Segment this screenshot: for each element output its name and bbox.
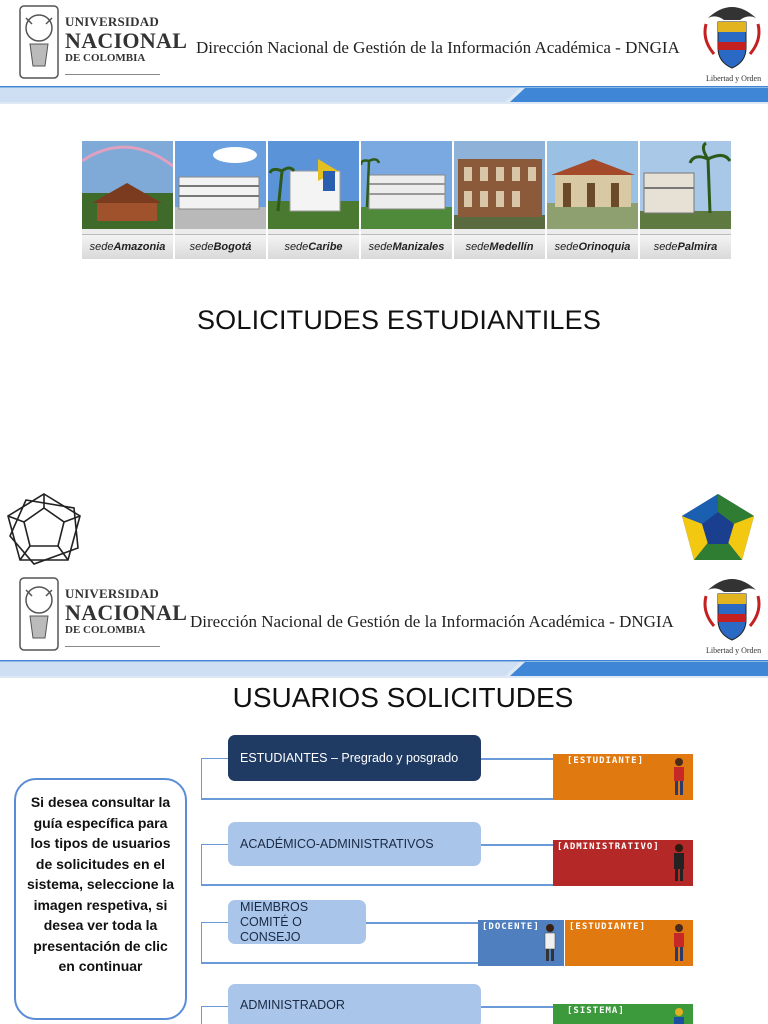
campus-prefix: sede (554, 241, 579, 253)
connector-bracket (201, 844, 229, 886)
logo-line-1: UNIVERSIDAD (65, 586, 159, 601)
campus-manizales[interactable] (361, 141, 452, 256)
student-figure-icon (671, 757, 687, 797)
campus-prefix: sede (368, 241, 393, 253)
shield-caption: Libertad y Orden (706, 74, 762, 83)
campus-photo-medellin (454, 141, 545, 229)
logo-line-2: NACIONAL (65, 28, 188, 53)
university-logo (8, 574, 188, 654)
header-band (0, 660, 768, 678)
user-type-estudiantes[interactable]: ESTUDIANTES – Pregrado y posgrado (228, 735, 481, 781)
logo-line-2: NACIONAL (65, 600, 188, 625)
connector-line (481, 1006, 553, 1008)
connector-line (366, 922, 478, 924)
badge-label: [DOCENTE] (482, 922, 540, 932)
slide-2 (0, 572, 768, 1024)
connector-bracket (201, 922, 229, 964)
campus-amazonia[interactable] (82, 141, 173, 256)
university-logo (8, 2, 188, 82)
connector-line (201, 884, 553, 886)
info-callout: Si desea consultar la guía específica para los tipos de usuarios de solicitudes en el sistema, seleccione la imagen respetiva, si desea ver toda la presentación de clic en continuar (14, 778, 187, 1020)
header-band (0, 86, 768, 104)
campus-bogota[interactable] (175, 141, 266, 256)
campus-photo-caribe (268, 141, 359, 229)
campus-photo-orinoquia (547, 141, 638, 229)
logo-divider (65, 646, 160, 647)
teacher-figure-icon (542, 923, 558, 963)
campus-prefix: sede (189, 241, 214, 253)
campus-photo-manizales (361, 141, 452, 229)
slide-2-title: USUARIOS SOLICITUDES (232, 682, 574, 713)
campus-orinoquia[interactable] (547, 141, 638, 256)
header-title: Dirección Nacional de Gestión de la Información Académica - DNGIA (190, 612, 674, 631)
campus-caribe[interactable] (268, 141, 359, 256)
slide-1-title: SOLICITUDES ESTUDIANTILES (196, 305, 602, 335)
connector-line (201, 798, 553, 800)
campus-prefix: sede (284, 241, 309, 253)
logo-line-3: DE COLOMBIA (65, 52, 146, 64)
campus-name: Amazonia (113, 241, 166, 253)
badge-administrativo[interactable] (553, 840, 693, 886)
campus-name: Medellín (489, 241, 534, 253)
badge-sistema[interactable] (553, 1004, 693, 1024)
badge-label: [ESTUDIANTE] (567, 756, 645, 766)
campus-photo-palmira (640, 141, 731, 229)
system-figure-icon (671, 1007, 687, 1024)
campus-strip (82, 141, 732, 256)
campus-photo-amazonia (82, 141, 173, 229)
user-type-administrador[interactable]: ADMINISTRADOR (228, 984, 481, 1024)
connector-line (481, 758, 553, 760)
logo-line-1: UNIVERSIDAD (65, 14, 159, 29)
campus-name: Orinoquia (578, 241, 631, 253)
connector-line (201, 962, 478, 964)
campus-prefix: sede (653, 241, 678, 253)
badge-label: [ESTUDIANTE] (569, 922, 647, 932)
badge-docente[interactable] (478, 920, 564, 966)
header (0, 0, 768, 90)
campus-name: Caribe (308, 241, 343, 253)
university-seal-icon (18, 576, 60, 652)
university-seal-icon (18, 4, 60, 80)
logo-line-3: DE COLOMBIA (65, 624, 146, 636)
badge-estudiante[interactable] (565, 920, 693, 966)
campus-prefix: sede (465, 241, 490, 253)
user-type-miembros-comite[interactable]: MIEMBROS COMITÉ O CONSEJO (228, 900, 366, 944)
header (0, 572, 768, 662)
student-figure-icon (671, 923, 687, 963)
logo-divider (65, 74, 160, 75)
campus-prefix: sede (89, 241, 114, 253)
campus-name: Manizales (392, 241, 445, 253)
badge-estudiante[interactable] (553, 754, 693, 800)
administrative-figure-icon (671, 843, 687, 883)
logo-text (65, 14, 187, 64)
logo-text (65, 586, 187, 636)
campus-name: Palmira (677, 241, 718, 253)
badge-label: [ADMINISTRATIVO] (557, 842, 660, 852)
geometric-outline-icon (4, 490, 84, 568)
campus-photo-bogota (175, 141, 266, 229)
campus-medellin[interactable] (454, 141, 545, 256)
connector-line (481, 844, 553, 846)
user-type-academico-administrativos[interactable]: ACADÉMICO-ADMINISTRATIVOS (228, 822, 481, 866)
badge-label: [SISTEMA] (567, 1006, 625, 1016)
campus-name: Bogotá (213, 241, 252, 253)
connector-bracket (201, 1006, 229, 1024)
geometric-color-icon (678, 490, 758, 568)
header-title: Dirección Nacional de Gestión de la Información Académica - DNGIA (196, 38, 680, 57)
connector-bracket (201, 758, 229, 800)
campus-palmira[interactable] (640, 141, 731, 256)
shield-caption: Libertad y Orden (706, 646, 762, 655)
